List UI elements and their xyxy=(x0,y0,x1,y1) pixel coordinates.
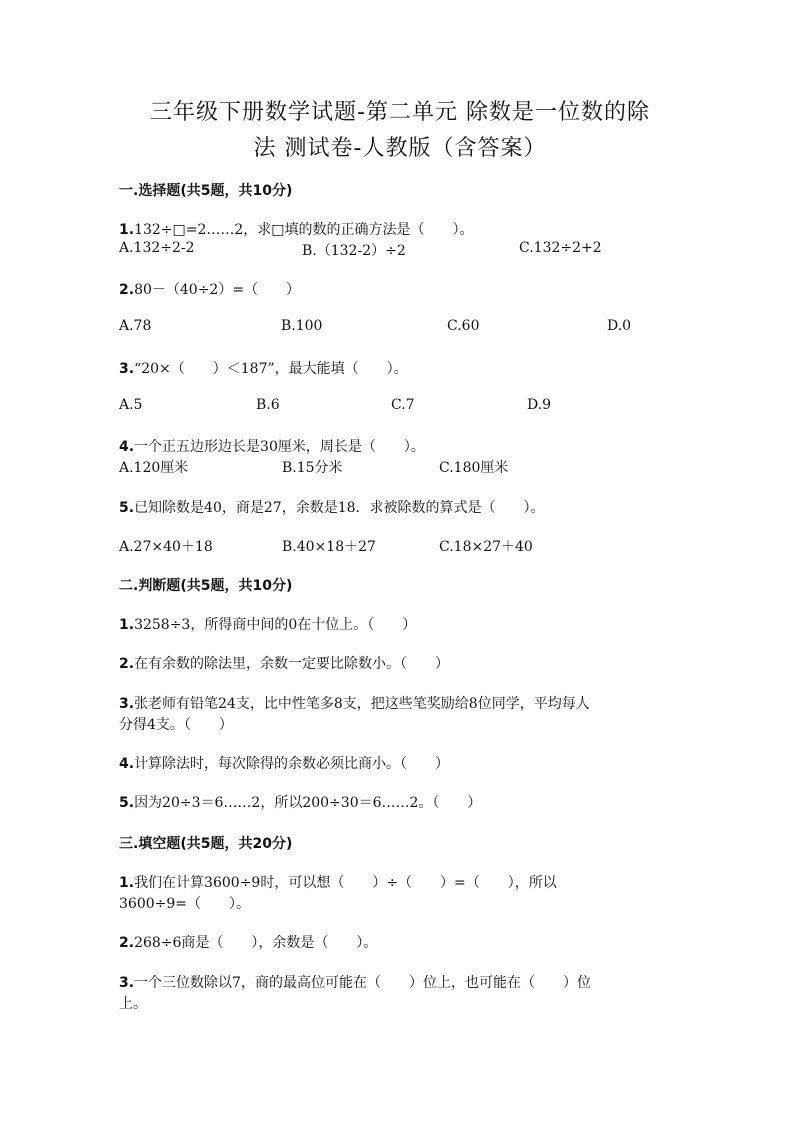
question-2-5 xyxy=(119,792,481,812)
question-3-3 xyxy=(119,972,591,992)
option-c: C.18×27＋40 xyxy=(439,539,533,555)
question-text: 在有余数的除法里，余数一定要比除数小。（ ） xyxy=(134,656,450,672)
option-b: B.6 xyxy=(256,397,280,413)
question-text-line1: 我们在计算3600÷9时，可以想（ ）÷（ ）=（ ），所以 xyxy=(134,875,557,891)
page-title-line1: 三年级下册数学试题-第二单元 除数是一位数的除 xyxy=(150,100,650,125)
question-1-3 xyxy=(119,358,408,378)
question-number: 2. xyxy=(119,935,135,951)
question-text: 已知除数是40，商是27，余数是18．求被除数的算式是（ ）。 xyxy=(134,500,545,516)
question-1-1 xyxy=(119,219,474,239)
question-2-3 xyxy=(119,693,590,713)
question-1-2 xyxy=(119,279,300,299)
option-c: C.60 xyxy=(447,318,480,334)
question-text: 268÷6商是（ ），余数是（ ）。 xyxy=(134,935,378,951)
question-text: 因为20÷3＝6……2，所以200÷30＝6……2。（ ） xyxy=(134,795,482,811)
question-2-3-cont: 分得4支。（ ） xyxy=(119,717,233,733)
option-d: D.0 xyxy=(607,318,632,334)
question-number: 2. xyxy=(119,656,135,672)
question-number: 5. xyxy=(119,500,135,516)
section-header-choice: 一.选择题(共5题，共10分) xyxy=(119,183,293,199)
option-b: B.40×18＋27 xyxy=(282,539,376,555)
option-b: B.15分米 xyxy=(282,460,343,476)
question-text: 计算除法时，每次除得的余数必须比商小。（ ） xyxy=(134,756,450,772)
option-a: A.27×40＋18 xyxy=(119,539,213,555)
question-text: “20×（ ）＜187”，最大能填（ ）。 xyxy=(134,361,408,377)
question-text: 一个正五边形边长是30厘米，周长是（ ）。 xyxy=(134,439,425,455)
question-3-2 xyxy=(119,932,377,952)
option-a: A.5 xyxy=(119,397,143,413)
page-title-line2: 法 测试卷-人教版（含答案） xyxy=(253,136,547,161)
question-number: 4. xyxy=(119,439,135,455)
option-c: C.7 xyxy=(391,397,415,413)
option-b: B.100 xyxy=(281,318,323,334)
section-header-judge: 二.判断题(共5题，共10分) xyxy=(119,578,293,594)
question-2-4 xyxy=(119,753,449,773)
question-1-4 xyxy=(119,436,425,456)
question-text: 80－（40÷2）=（ ） xyxy=(134,282,301,298)
question-1-5 xyxy=(119,497,545,517)
question-text-line1: 一个三位数除以7，商的最高位可能在（ ）位上，也可能在（ ）位 xyxy=(134,975,591,991)
question-number: 1. xyxy=(119,617,135,633)
option-a: A.78 xyxy=(119,318,152,334)
section-header-fill: 三.填空题(共5题，共20分) xyxy=(119,836,293,852)
option-c: C.180厘米 xyxy=(439,460,509,476)
option-a: A.120厘米 xyxy=(119,460,189,476)
option-a: A.132÷2-2 xyxy=(119,240,195,256)
question-2-1 xyxy=(119,614,416,634)
question-number: 3. xyxy=(119,696,135,712)
question-number: 4. xyxy=(119,756,135,772)
question-text-line1: 张老师有铅笔24支，比中性笔多8支，把这些笔奖励给8位同学，平均每人 xyxy=(134,696,590,712)
question-number: 3. xyxy=(119,975,135,991)
option-b: B.（132-2）÷2 xyxy=(302,243,406,259)
question-number: 5. xyxy=(119,795,135,811)
question-3-3-cont: 上。 xyxy=(119,996,147,1012)
question-text: 3258÷3，所得商中间的0在十位上。（ ） xyxy=(134,617,417,633)
question-number: 2. xyxy=(119,282,135,298)
question-2-2 xyxy=(119,653,449,673)
question-number: 3. xyxy=(119,361,135,377)
question-3-1 xyxy=(119,872,557,892)
question-number: 1. xyxy=(119,875,135,891)
option-c: C.132÷2+2 xyxy=(519,240,602,256)
option-d: D.9 xyxy=(527,397,552,413)
question-3-1-cont: 3600÷9=（ ）。 xyxy=(119,896,250,912)
question-number: 1. xyxy=(119,222,135,238)
question-text: 132÷□=2……2，求□填的数的正确方法是（ ）。 xyxy=(134,222,474,238)
